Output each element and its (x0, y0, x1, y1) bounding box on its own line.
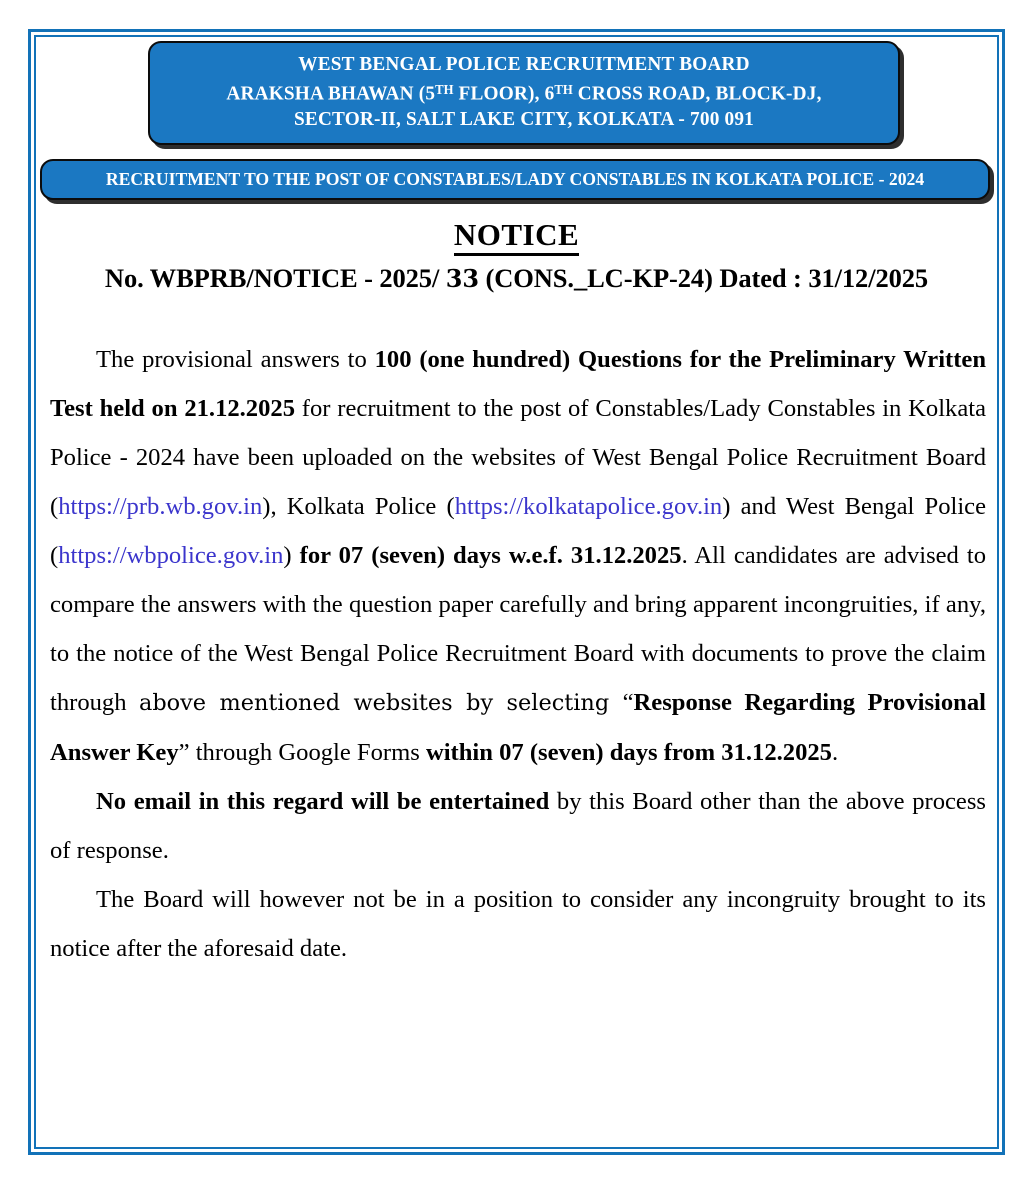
link-wbpolice-gov-in[interactable]: https://wbpolice.gov.in (58, 542, 284, 569)
notice-date: 31/12/2025 (808, 263, 929, 293)
ordinal-suffix-6th: TH (554, 82, 573, 97)
p1-bold-2: for 07 (seven) days w.e.f. 31.12.2025 (299, 542, 682, 569)
notice-title-text: NOTICE (454, 217, 579, 256)
p1-text-9: . (831, 739, 839, 766)
p3-text-1: The Board will however not be in a position to consider any incongruity brought to its notice after the aforesaid date. (50, 886, 986, 962)
p1-text-8: through Google Forms (189, 739, 426, 766)
p1-text-6: . All candidates are advised to compare the answers with the question paper carefully and bring apparent incongruities, if any, to the notice of the West Bengal Police Recruitment Board with documents to prove the claim through (50, 542, 987, 716)
notice-ref-suffix: (CONS._LC-KP-24) Dated : (485, 263, 802, 293)
ordinal-suffix-5th: TH (435, 82, 454, 97)
p1-quote-open: “ (622, 689, 634, 716)
address-part-3: CROSS ROAD, BLOCK-DJ, (572, 82, 822, 105)
paragraph-2 (50, 777, 986, 875)
p1-bold-4: within 07 (seven) days from 31.12.2025 (425, 739, 832, 766)
subject-text: RECRUITMENT TO THE POST OF CONSTABLES/LADY CONSTABLES IN KOLKATA POLICE - 2024 (105, 169, 925, 189)
notice-reference (34, 263, 999, 294)
notice-ref-prefix: No. WBPRB/NOTICE - 2025/ (104, 263, 440, 293)
p1-bold-3: Response Regarding Provisional Answer Key (50, 689, 986, 766)
p1-text-7: above mentioned websites by selecting (139, 690, 623, 716)
p1-quote-close: ” (178, 739, 190, 766)
p1-bold-1: 100 (one hundred) Questions for the Preliminary Written Test held on 21.12.2025 (50, 346, 986, 422)
p2-text-1: by this Board other than the above process of response. (50, 788, 986, 864)
notice-sheet (34, 35, 999, 1149)
subject-banner (40, 159, 990, 200)
page-title (34, 217, 999, 253)
address-part-2: FLOOR), 6 (453, 82, 555, 105)
link-prb-wb-gov-in[interactable]: https://prb.wb.gov.in (58, 493, 263, 520)
p1-text-5: ) (283, 542, 300, 569)
notice-ref-number: 33 (445, 264, 479, 293)
p1-text-2: for recruitment to the post of Constables/Lady Constables in Kolkata Police - 2024 have been uploaded on the websites of West Bengal Police Recruitment Board ( (50, 395, 986, 520)
link-kolkatapolice-gov-in[interactable]: https://kolkatapolice.gov.in (454, 493, 723, 520)
paragraph-1 (50, 335, 986, 777)
p1-text-1: The provisional answers to (96, 346, 375, 373)
board-address-line2: SECTOR-II, SALT LAKE CITY, KOLKATA - 700 091 (293, 107, 754, 130)
paragraph-3 (50, 875, 986, 973)
board-address-line1 (182, 77, 866, 107)
address-part-1: ARAKSHA BHAWAN (5 (226, 82, 436, 105)
p1-text-3: ), Kolkata Police ( (262, 493, 455, 520)
p1-text-4: ) and West Bengal Police ( (50, 493, 986, 569)
board-name: WEST BENGAL POLICE RECRUITMENT BOARD (298, 53, 750, 75)
p2-bold-1: No email in this regard will be entertained (96, 788, 550, 815)
notice-body (50, 335, 986, 973)
header-banner (148, 41, 900, 145)
